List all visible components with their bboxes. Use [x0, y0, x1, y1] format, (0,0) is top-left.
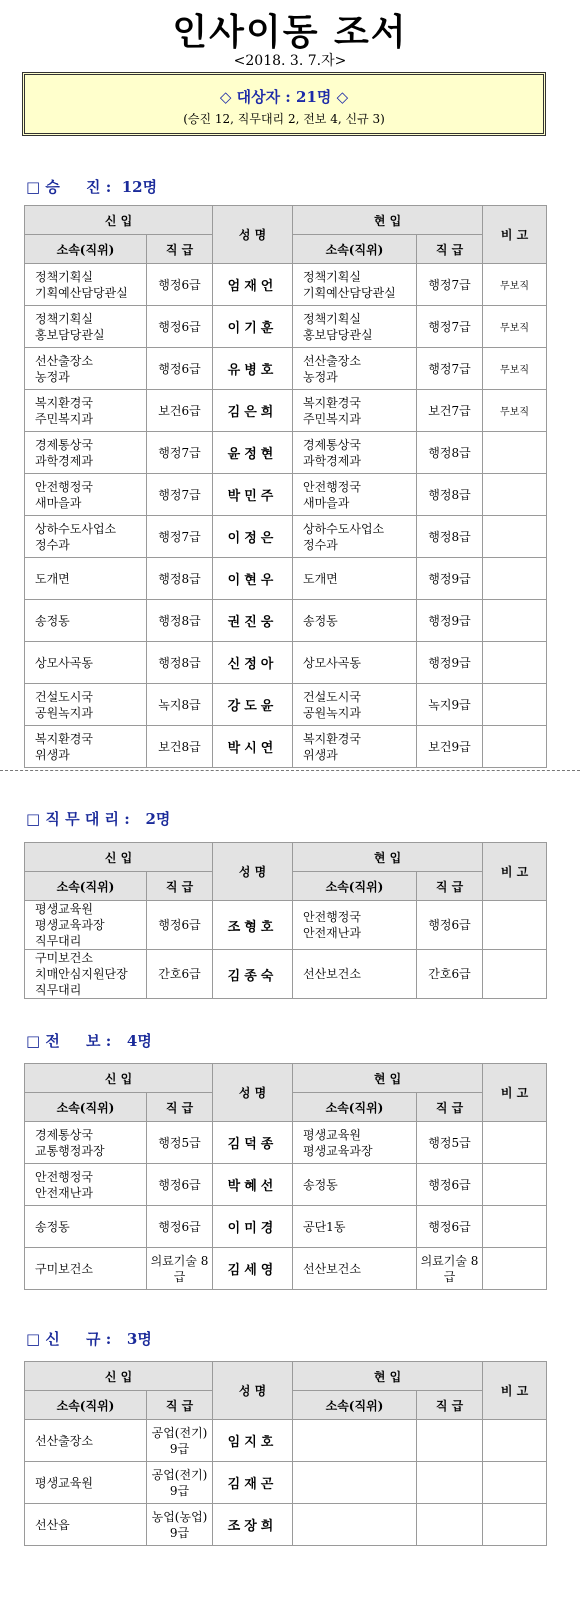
section-heading: □ 승 진 : 12명 — [26, 178, 158, 196]
new-dept-cell — [25, 726, 147, 768]
cur-dept-cell — [293, 1504, 417, 1546]
dept-line: 위생과 — [35, 747, 70, 762]
header-current-post: 현 입 — [293, 1362, 483, 1391]
dept-line: 안전행정국 — [303, 910, 361, 924]
dept-line: 주민복지과 — [35, 411, 93, 426]
dept-line: 과학경제과 — [303, 453, 361, 468]
personnel-table — [24, 842, 547, 999]
new-grade-cell: 보건6급 — [147, 390, 213, 432]
personnel-table — [24, 1063, 547, 1290]
dept-line: 선산출장소 — [35, 1433, 93, 1448]
cur-dept-cell — [293, 1122, 417, 1164]
table-row — [25, 1206, 547, 1248]
table-row — [25, 600, 547, 642]
dept-line: 안전행정국 — [35, 1169, 93, 1184]
note-cell — [483, 1164, 547, 1206]
dept-line: 정수과 — [303, 537, 338, 552]
dept-line: 상모사곡동 — [303, 655, 361, 670]
table-row — [25, 901, 547, 950]
dept-line: 농정과 — [303, 369, 338, 384]
dept-line: 기획예산담당관실 — [303, 285, 396, 300]
cur-dept-cell — [293, 348, 417, 390]
person-name-cell: 강도윤 — [213, 684, 293, 726]
new-grade-cell: 행정6급 — [147, 1206, 213, 1248]
dept-line: 경제통상국 — [35, 1127, 93, 1142]
new-dept-cell — [25, 348, 147, 390]
new-grade-cell: 행정8급 — [147, 642, 213, 684]
person-name-cell: 임지호 — [213, 1420, 293, 1462]
summary-box — [22, 72, 546, 136]
dept-line: 건설도시국 — [35, 689, 93, 704]
header-current-post: 현 입 — [293, 843, 483, 872]
page-break-line — [0, 770, 580, 771]
dept-line: 직무대리 — [35, 983, 82, 997]
table-row — [25, 558, 547, 600]
person-name-cell: 권진웅 — [213, 600, 293, 642]
section-heading: □ 신 규 : 3명 — [26, 1330, 152, 1348]
dept-line: 송정동 — [35, 613, 70, 628]
table-row — [25, 642, 547, 684]
personnel-table — [24, 205, 547, 768]
new-grade-cell: 보건8급 — [147, 726, 213, 768]
cur-dept-cell — [293, 306, 417, 348]
summary-total: ◇ 대상자 : 21명 ◇ — [219, 88, 349, 106]
dept-line: 선산보건소 — [303, 967, 361, 981]
new-grade-cell: 농업(농업) 9급 — [147, 1504, 213, 1546]
note-cell — [483, 1462, 547, 1504]
new-dept-cell — [25, 1206, 147, 1248]
dept-line: 정책기획실 — [303, 269, 361, 284]
table-row — [25, 432, 547, 474]
dept-line: 송정동 — [303, 1177, 338, 1192]
dept-line: 도개면 — [303, 571, 338, 586]
dept-line: 기획예산담당관실 — [35, 285, 128, 300]
header-new-grade: 직 급 — [147, 872, 213, 901]
cur-dept-cell — [293, 642, 417, 684]
dept-line: 경제통상국 — [303, 437, 361, 452]
dept-line: 상하수도사업소 — [35, 521, 117, 536]
new-dept-cell — [25, 558, 147, 600]
header-new-dept: 소속(직위) — [25, 872, 147, 901]
new-dept-cell — [25, 306, 147, 348]
cur-grade-cell: 보건9급 — [417, 726, 483, 768]
cur-dept-cell — [293, 474, 417, 516]
cur-dept-cell — [293, 726, 417, 768]
dept-line: 안전행정국 — [35, 479, 93, 494]
cur-grade-cell: 행정6급 — [417, 1206, 483, 1248]
cur-grade-cell: 행정8급 — [417, 432, 483, 474]
new-grade-cell: 행정8급 — [147, 558, 213, 600]
new-grade-cell: 행정7급 — [147, 474, 213, 516]
dept-line: 상하수도사업소 — [303, 521, 385, 536]
person-name-cell: 이기훈 — [213, 306, 293, 348]
dept-line: 상모사곡동 — [35, 655, 93, 670]
dept-line: 주민복지과 — [303, 411, 361, 426]
cur-grade-cell: 행정9급 — [417, 600, 483, 642]
table-row — [25, 950, 547, 999]
note-cell — [483, 558, 547, 600]
table-row — [25, 1462, 547, 1504]
header-cur-grade: 직 급 — [417, 872, 483, 901]
new-dept-cell — [25, 516, 147, 558]
note-cell — [483, 726, 547, 768]
dept-line: 공원녹지과 — [35, 705, 93, 720]
new-dept-cell — [25, 642, 147, 684]
note-cell: 무보직 — [483, 306, 547, 348]
header-cur-dept: 소속(직위) — [293, 1391, 417, 1420]
dept-line: 경제통상국 — [35, 437, 93, 452]
header-name: 성 명 — [213, 1362, 293, 1420]
cur-grade-cell: 행정7급 — [417, 348, 483, 390]
table-row — [25, 516, 547, 558]
dept-line: 복지환경국 — [35, 395, 93, 410]
note-cell: 무보직 — [483, 348, 547, 390]
note-cell — [483, 516, 547, 558]
dept-line: 새마을과 — [35, 495, 82, 510]
cur-grade-cell: 행정6급 — [417, 1164, 483, 1206]
header-new-post: 신 입 — [25, 1362, 213, 1391]
dept-line: 복지환경국 — [303, 731, 361, 746]
cur-grade-cell: 의료기술 8급 — [417, 1248, 483, 1290]
person-name-cell: 박시연 — [213, 726, 293, 768]
cur-grade-cell: 녹지9급 — [417, 684, 483, 726]
new-dept-cell — [25, 684, 147, 726]
dept-line: 평생교육과장 — [303, 1143, 373, 1158]
dept-line: 안전행정국 — [303, 479, 361, 494]
dept-line: 직무대리 — [35, 934, 82, 948]
dept-line: 공단1동 — [303, 1219, 346, 1234]
cur-dept-cell — [293, 1248, 417, 1290]
new-dept-cell — [25, 1462, 147, 1504]
person-name-cell: 김세영 — [213, 1248, 293, 1290]
new-dept-cell — [25, 474, 147, 516]
dept-line: 새마을과 — [303, 495, 350, 510]
table-row — [25, 684, 547, 726]
table-row — [25, 1164, 547, 1206]
table-row — [25, 1248, 547, 1290]
dept-line: 치매안심지원단장 — [35, 967, 128, 981]
cur-grade-cell: 행정8급 — [417, 474, 483, 516]
header-name: 성 명 — [213, 1064, 293, 1122]
cur-dept-cell — [293, 600, 417, 642]
dept-line: 도개면 — [35, 571, 70, 586]
dept-line: 구미보건소 — [35, 1261, 93, 1276]
new-dept-cell — [25, 1420, 147, 1462]
dept-line: 평생교육원 — [35, 902, 93, 916]
cur-grade-cell: 행정8급 — [417, 516, 483, 558]
new-grade-cell: 행정6급 — [147, 348, 213, 390]
header-cur-dept: 소속(직위) — [293, 1093, 417, 1122]
person-name-cell: 신정아 — [213, 642, 293, 684]
header-new-dept: 소속(직위) — [25, 1093, 147, 1122]
cur-grade-cell: 간호6급 — [417, 950, 483, 999]
cur-grade-cell — [417, 1462, 483, 1504]
cur-dept-cell — [293, 1206, 417, 1248]
person-name-cell: 엄재언 — [213, 264, 293, 306]
new-grade-cell: 행정6급 — [147, 264, 213, 306]
person-name-cell: 이현우 — [213, 558, 293, 600]
note-cell — [483, 950, 547, 999]
dept-line: 선산읍 — [35, 1517, 70, 1532]
person-name-cell: 윤정현 — [213, 432, 293, 474]
dept-line: 송정동 — [35, 1219, 70, 1234]
document-title: 인사이동 조서 — [172, 12, 408, 53]
dept-line: 복지환경국 — [303, 395, 361, 410]
table-row — [25, 264, 547, 306]
header-cur-dept: 소속(직위) — [293, 872, 417, 901]
header-new-post: 신 입 — [25, 1064, 213, 1093]
person-name-cell: 김은희 — [213, 390, 293, 432]
header-current-post: 현 입 — [293, 206, 483, 235]
cur-dept-cell — [293, 901, 417, 950]
dept-line: 송정동 — [303, 613, 338, 628]
cur-dept-cell — [293, 684, 417, 726]
person-name-cell: 김재곤 — [213, 1462, 293, 1504]
note-cell — [483, 474, 547, 516]
dept-line: 정책기획실 — [35, 311, 93, 326]
table-row — [25, 474, 547, 516]
cur-dept-cell — [293, 516, 417, 558]
dept-line: 선산출장소 — [303, 353, 361, 368]
note-cell — [483, 1206, 547, 1248]
new-grade-cell: 행정6급 — [147, 901, 213, 950]
dept-line: 구미보건소 — [35, 951, 93, 965]
new-dept-cell — [25, 901, 147, 950]
header-note: 비 고 — [483, 206, 547, 264]
note-cell — [483, 1248, 547, 1290]
dept-line: 평생교육원 — [303, 1127, 361, 1142]
dept-line: 교통행정과장 — [35, 1143, 105, 1158]
cur-grade-cell: 행정6급 — [417, 901, 483, 950]
note-cell: 무보직 — [483, 390, 547, 432]
summary-breakdown: (승진 12, 직무대리 2, 전보 4, 신규 3) — [183, 112, 385, 126]
table-row — [25, 306, 547, 348]
header-note: 비 고 — [483, 1362, 547, 1420]
section-heading: □ 직 무 대 리 : 2명 — [26, 810, 171, 828]
new-grade-cell: 공업(전기) 9급 — [147, 1462, 213, 1504]
header-new-grade: 직 급 — [147, 1391, 213, 1420]
dept-line: 정수과 — [35, 537, 70, 552]
dept-line: 선산보건소 — [303, 1261, 361, 1276]
cur-dept-cell — [293, 1164, 417, 1206]
dept-line: 복지환경국 — [35, 731, 93, 746]
header-note: 비 고 — [483, 843, 547, 901]
new-grade-cell: 행정8급 — [147, 600, 213, 642]
note-cell — [483, 901, 547, 950]
new-dept-cell — [25, 432, 147, 474]
dept-line: 평생교육과장 — [35, 918, 105, 932]
note-cell — [483, 1504, 547, 1546]
person-name-cell: 박민주 — [213, 474, 293, 516]
person-name-cell: 김덕종 — [213, 1122, 293, 1164]
dept-line: 안전재난과 — [35, 1185, 93, 1200]
header-new-dept: 소속(직위) — [25, 235, 147, 264]
table-row — [25, 348, 547, 390]
dept-line: 정책기획실 — [35, 269, 93, 284]
new-grade-cell: 공업(전기) 9급 — [147, 1420, 213, 1462]
note-cell — [483, 600, 547, 642]
note-cell: 무보직 — [483, 264, 547, 306]
cur-grade-cell: 행정7급 — [417, 306, 483, 348]
header-cur-grade: 직 급 — [417, 235, 483, 264]
header-new-post: 신 입 — [25, 843, 213, 872]
dept-line: 홍보담당관실 — [35, 327, 105, 342]
new-grade-cell: 행정7급 — [147, 516, 213, 558]
dept-line: 평생교육원 — [35, 1475, 93, 1490]
header-name: 성 명 — [213, 206, 293, 264]
table-row — [25, 1122, 547, 1164]
note-cell — [483, 684, 547, 726]
header-cur-grade: 직 급 — [417, 1391, 483, 1420]
header-new-post: 신 입 — [25, 206, 213, 235]
table-row — [25, 1504, 547, 1546]
person-name-cell: 조장희 — [213, 1504, 293, 1546]
new-grade-cell: 행정5급 — [147, 1122, 213, 1164]
person-name-cell: 이정은 — [213, 516, 293, 558]
header-current-post: 현 입 — [293, 1064, 483, 1093]
header-new-grade: 직 급 — [147, 235, 213, 264]
new-grade-cell: 행정7급 — [147, 432, 213, 474]
dept-line: 과학경제과 — [35, 453, 93, 468]
new-dept-cell — [25, 1504, 147, 1546]
dept-line: 선산출장소 — [35, 353, 93, 368]
section-heading: □ 전 보 : 4명 — [26, 1032, 152, 1050]
cur-dept-cell — [293, 390, 417, 432]
note-cell — [483, 1122, 547, 1164]
header-name: 성 명 — [213, 843, 293, 901]
cur-dept-cell — [293, 264, 417, 306]
personnel-table — [24, 1361, 547, 1546]
dept-line: 홍보담당관실 — [303, 327, 373, 342]
person-name-cell: 조형호 — [213, 901, 293, 950]
cur-grade-cell: 행정5급 — [417, 1122, 483, 1164]
note-cell — [483, 432, 547, 474]
new-dept-cell — [25, 1122, 147, 1164]
new-grade-cell: 행정6급 — [147, 306, 213, 348]
cur-dept-cell — [293, 432, 417, 474]
new-dept-cell — [25, 390, 147, 432]
header-note: 비 고 — [483, 1064, 547, 1122]
new-grade-cell: 녹지8급 — [147, 684, 213, 726]
dept-line: 건설도시국 — [303, 689, 361, 704]
document-date: <2018. 3. 7.자> — [233, 53, 347, 69]
dept-line: 정책기획실 — [303, 311, 361, 326]
table-row — [25, 1420, 547, 1462]
cur-grade-cell: 행정9급 — [417, 642, 483, 684]
note-cell — [483, 1420, 547, 1462]
cur-dept-cell — [293, 558, 417, 600]
header-new-dept: 소속(직위) — [25, 1391, 147, 1420]
cur-grade-cell: 행정7급 — [417, 264, 483, 306]
new-dept-cell — [25, 1248, 147, 1290]
dept-line: 위생과 — [303, 747, 338, 762]
header-cur-grade: 직 급 — [417, 1093, 483, 1122]
person-name-cell: 이미경 — [213, 1206, 293, 1248]
person-name-cell: 박혜선 — [213, 1164, 293, 1206]
header-cur-dept: 소속(직위) — [293, 235, 417, 264]
table-row — [25, 390, 547, 432]
cur-dept-cell — [293, 1462, 417, 1504]
note-cell — [483, 642, 547, 684]
table-row — [25, 726, 547, 768]
person-name-cell: 유병호 — [213, 348, 293, 390]
new-dept-cell — [25, 950, 147, 999]
cur-grade-cell — [417, 1504, 483, 1546]
cur-grade-cell: 보건7급 — [417, 390, 483, 432]
cur-grade-cell: 행정9급 — [417, 558, 483, 600]
new-dept-cell — [25, 1164, 147, 1206]
new-grade-cell: 간호6급 — [147, 950, 213, 999]
person-name-cell: 김종숙 — [213, 950, 293, 999]
new-dept-cell — [25, 264, 147, 306]
dept-line: 안전재난과 — [303, 926, 361, 940]
new-dept-cell — [25, 600, 147, 642]
new-grade-cell: 의료기술 8급 — [147, 1248, 213, 1290]
cur-dept-cell — [293, 950, 417, 999]
dept-line: 농정과 — [35, 369, 70, 384]
dept-line: 공원녹지과 — [303, 705, 361, 720]
header-new-grade: 직 급 — [147, 1093, 213, 1122]
cur-dept-cell — [293, 1420, 417, 1462]
cur-grade-cell — [417, 1420, 483, 1462]
new-grade-cell: 행정6급 — [147, 1164, 213, 1206]
